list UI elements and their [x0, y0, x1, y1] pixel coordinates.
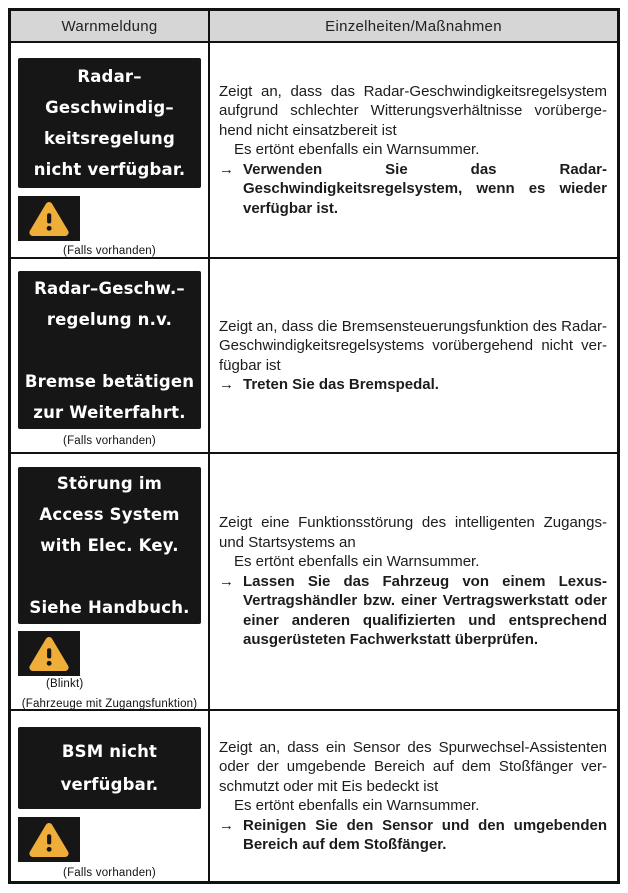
details-intro: Zeigt an, dass ein Sensor des Spurwechsel-Assistenten oder der umgebende Bereich auf dem Stoßfänger verschmutzt oder mit Eis bedeckt ist	[219, 738, 607, 795]
availability-caption: (Falls vorhanden)	[63, 245, 156, 257]
availability-caption: (Falls vorhanden)	[63, 867, 156, 879]
details-action	[219, 160, 607, 219]
details-cell	[210, 711, 617, 881]
arrow-icon: →	[219, 160, 234, 178]
details-intro: Zeigt an, dass das Radar-Geschwindigkeitsregelsystem aufgrund schlechter Witterungsverhältnisse vorübergehend nicht einsatzbereit ist	[219, 82, 607, 139]
display-line: regelung n.v.	[46, 309, 173, 329]
multi-info-display	[18, 271, 201, 429]
display-line: keitsregelung	[44, 129, 175, 148]
action-text: Treten Sie das Bremspedal.	[243, 376, 439, 393]
multi-info-display	[18, 467, 201, 624]
warning-message-cell-bsm	[11, 711, 210, 881]
blink-caption: (Blinkt)	[46, 678, 84, 690]
header-label: Einzelheiten/Maßnahmen	[325, 17, 502, 35]
warning-table	[8, 8, 620, 884]
warning-triangle-icon	[18, 631, 80, 676]
display-line: Access System	[39, 505, 180, 524]
column-header-warnmeldung	[11, 11, 210, 43]
details-intro: Zeigt eine Funktionsstörung des intelligenten Zugangs- und Startsystems an	[219, 514, 607, 551]
details-cell	[210, 259, 617, 454]
warning-message-cell-radar-geschw-regelung	[11, 259, 210, 454]
display-line: zur Weiterfahrt.	[33, 402, 186, 422]
warning-triangle-icon	[18, 817, 80, 862]
header-label: Warnmeldung	[61, 17, 158, 35]
arrow-icon: →	[219, 572, 234, 590]
details-buzzer: Es ertönt ebenfalls ein Warnsummer.	[234, 141, 480, 159]
action-text: Reinigen Sie den Sensor und den umgebenden Bereich auf dem Stoßfänger.	[243, 816, 607, 853]
display-line: with Elec. Key.	[40, 536, 179, 555]
column-header-einzelheiten	[210, 11, 617, 43]
arrow-icon: →	[219, 376, 234, 393]
details-action	[219, 375, 607, 395]
variant-caption: (Fahrzeuge mit Zugangsfunktion)	[21, 698, 198, 710]
details-buzzer: Es ertönt ebenfalls ein Warnsummer.	[234, 553, 480, 571]
display-line: Geschwindig–	[45, 98, 174, 117]
display-line: Radar–Geschw.–	[34, 278, 185, 298]
availability-caption: (Falls vorhanden)	[63, 435, 156, 447]
details-intro: Zeigt an, dass die Bremsensteuerungsfunktion des Radar-Geschwindigkeitsregelsystems vorübergehend nicht verfügbar ist	[219, 317, 607, 374]
details-cell	[210, 454, 617, 711]
details-cell	[210, 43, 617, 259]
details-action	[219, 572, 607, 650]
warning-triangle-icon	[18, 196, 80, 241]
multi-info-display	[18, 58, 201, 188]
display-line: verfügbar.	[60, 775, 159, 794]
details-buzzer: Es ertönt ebenfalls ein Warnsummer.	[234, 797, 480, 814]
display-line: BSM nicht	[61, 742, 158, 761]
arrow-icon: →	[219, 816, 234, 834]
warning-message-cell-access-system	[11, 454, 210, 711]
multi-info-display	[18, 727, 201, 809]
display-line: Störung im	[56, 474, 163, 493]
warning-message-cell-radar-geschwindigkeitsregelung	[11, 43, 210, 259]
display-line: Radar–	[77, 67, 142, 86]
display-line: Siehe Handbuch.	[29, 598, 190, 617]
details-action	[219, 816, 607, 855]
display-line: Bremse betätigen	[24, 371, 195, 391]
display-line: nicht verfügbar.	[33, 160, 186, 179]
action-text: Verwenden Sie das Radar-Geschwindigkeitsregelsystem, wenn es wieder verfügbar ist.	[243, 160, 607, 217]
action-text: Lassen Sie das Fahrzeug von einem Lexus-Vertragshändler bzw. einer Vertragswerkstatt oder einer anderen qualifizierten und entsprechend ausgerüsteten Fachwerkstatt überprüfen.	[243, 572, 607, 649]
